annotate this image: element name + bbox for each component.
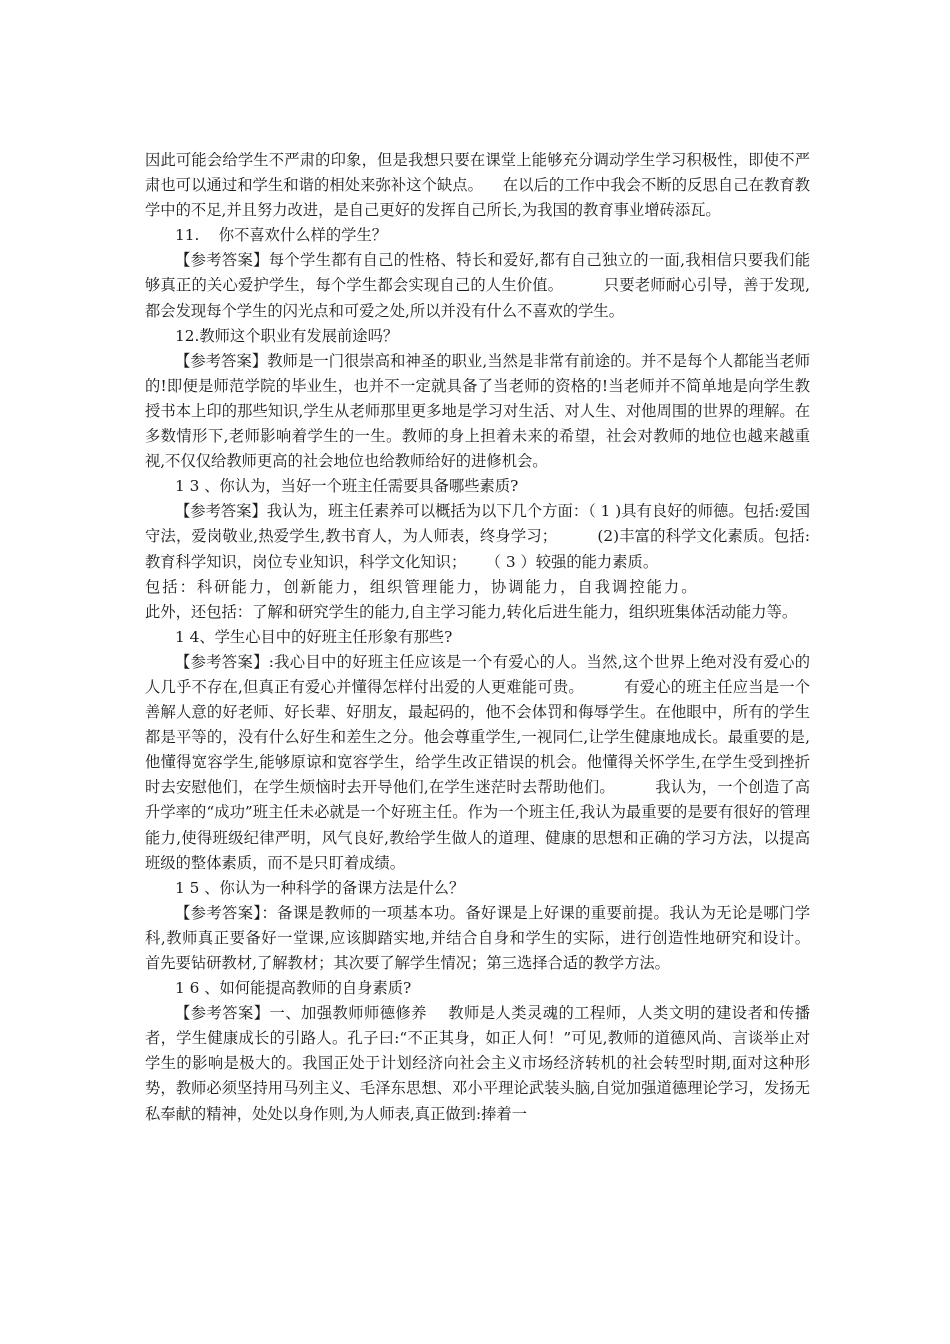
paragraph-intro: 因此可能会给学生不严肃的印象，但是我想只要在课堂上能够充分调动学生学习积极性，即使不严肃也可以通过和学生和谐的相处来弥补这个缺点。 在以后的工作中我会不断的反思自己在教育教学中的不足,并且努力改进，是自己更好的发挥自己所长,为我国的教育事业增砖添瓦。 [145,151,810,220]
answer-16: 【参考答案】一、加强教师师德修养 教师是人类灵魂的工程师，人类文明的建设者和传播者，学生健康成长的引路人。孔子曰:“不正其身，如正人何！”可见,教师的道德风尚、言谈举止对学生的影响是极大的。我国正处于计划经济向社会主义市场经济转机的社会转型时期,面对这种形势，教师必须坚持用马列主义、毛泽东思想、邓小平理论武装头脑,自觉加强道德理论学习，发扬无私奉献的精神，处处以身作则,为人师表,真正做到:捧着一 [145,1004,810,1123]
question-15: 1 5 、你认为一种科学的备课方法是什么？ [175,878,465,897]
question-13: 1 3 、你认为，当好一个班主任需要具备哪些素质? [175,477,519,496]
question-16: 1 6 、如何能提高教师的自身素质? [175,979,412,998]
answer-13-continued: 此外，还包括：了解和研究学生的能力,自主学习能力,转化后进生能力，组织班集体活动能力等。 [145,602,798,621]
answer-13-spaced-line: 包括：科研能力，创新能力，组织管理能力，协调能力，自我调控能力。 [145,577,699,596]
question-14: 1 4、学生心目中的好班主任形象有那些? [175,627,453,646]
answer-13: 【参考答案】我认为，班主任素养可以概括为以下几个方面：（ 1 )具有良好的师德。包括:爱国守法，爱岗敬业,热爱学生,教书育人，为人师表，终身学习； (2)丰富的科学文化素质。包括:教育科学知识，岗位专业知识，科学文化知识； （ 3 ）较强的能力素质。 [145,502,810,571]
answer-15: 【参考答案】：备课是教师的一项基本功。备好课是上好课的重要前提。我认为无论是哪门学科,教师真正要备好一堂课,应该脚踏实地,并结合自身和学生的实际，进行创造性地研究和设计。 首先要钻研教材,了解教材；其次要了解学生情况；第三选择合适的教学方法。 [145,903,830,972]
document-page [145,148,830,1127]
answer-12: 【参考答案】教师是一门很崇高和神圣的职业,当然是非常有前途的。并不是每个人都能当老师的!即便是师范学院的毕业生，也并不一定就具备了当老师的资格的!当老师并不简单地是向学生教授书本上印的那些知识,学生从老师那里更多地是学习对生活、对人生、对他周围的世界的理解。在多数情形下,老师影响着学生的一生。教师的身上担着未来的希望，社会对教师的地位也越来越重视,不仅仅给教师更高的社会地位也给教师给好的进修机会。 [145,351,810,471]
answer-11: 【参考答案】每个学生都有自己的性格、特长和爱好,都有自己独立的一面,我相信只要我们能够真正的关心爱护学生，每个学生都会实现自己的人生价值。 只要老师耐心引导，善于发现,都会发现每个学生的闪光点和可爱之处,所以并没有什么不喜欢的学生。 [145,251,810,320]
question-11: 11. 你不喜欢什么样的学生？ [175,226,388,245]
question-12: 12.教师这个职业有发展前途吗？ [175,326,399,345]
answer-14: 【参考答案】:我心目中的好班主任应该是一个有爱心的人。当然,这个世界上绝对没有爱心的人几乎不存在,但真正有爱心并懂得怎样付出爱的人更难能可贵。 有爱心的班主任应当是一个善解人意的好老师、好长辈、好朋友，最起码的，他不会体罚和侮辱学生。在他眼中，所有的学生都是平等的，没有什么好生和差生之分。他会尊重学生,一视同仁,让学生健康地成长。最重要的是,他懂得宽容学生,能够原谅和宽容学生，给学生改正错误的机会。他懂得关怀学生,在学生受到挫折时去安慰他们，在学生烦恼时去开导他们,在学生迷茫时去帮助他们。 我认为，一个创造了高升学率的“成功”班主任未必就是一个好班主任。作为一个班主任,我认为最重要的是要有很好的管理能力,使得班级纪律严明，风气良好,教给学生做人的道理、健康的思想和正确的学习方法，以提高班级的整体素质，而不是只盯着成绩。 [145,652,810,872]
